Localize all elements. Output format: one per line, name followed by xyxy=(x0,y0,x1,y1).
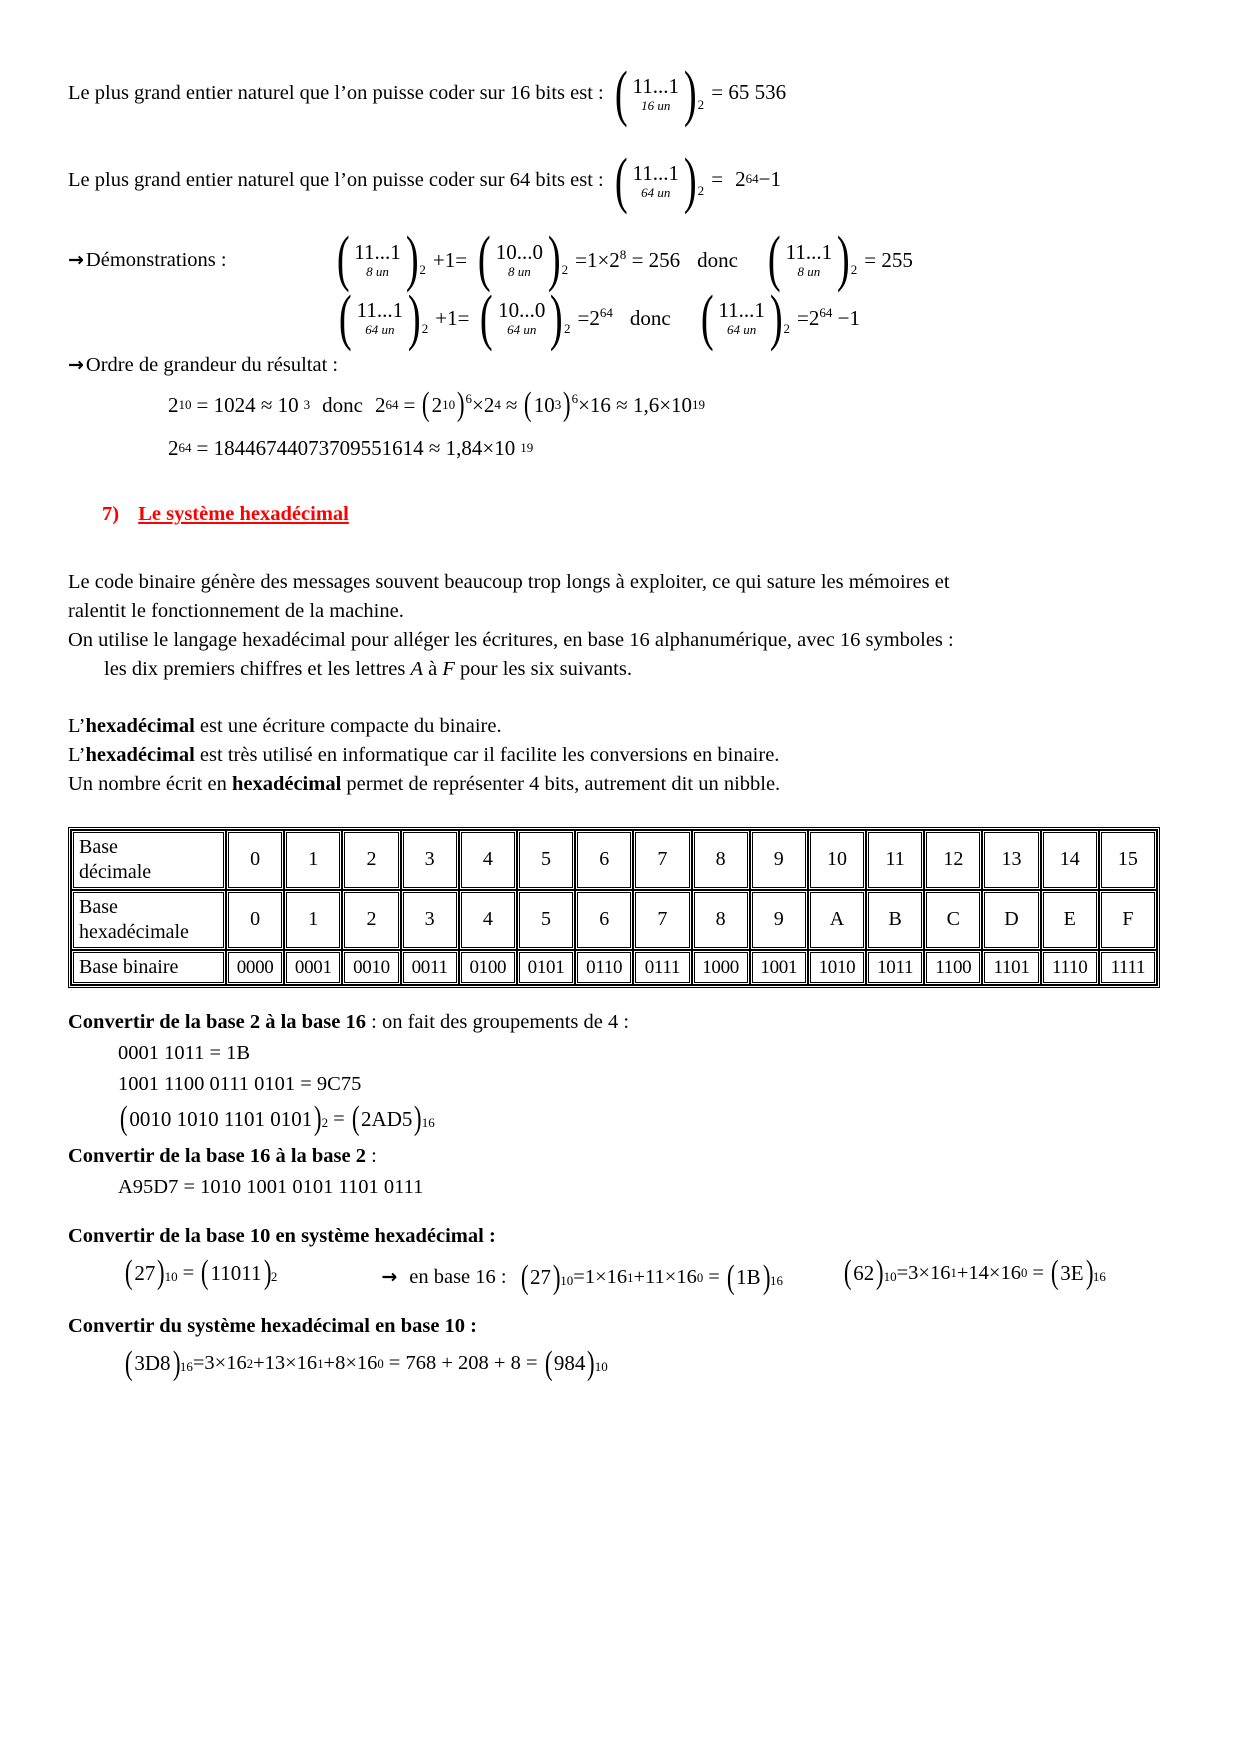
line-16-bits-text: Le plus grand entier naturel que l’on puisse coder sur 16 bits est : xyxy=(68,82,604,105)
hex-paren-group xyxy=(1049,1254,1106,1292)
base-subscript: 10 xyxy=(594,1359,608,1375)
binary-group-8b xyxy=(474,225,569,294)
paren-right: ) xyxy=(587,1344,595,1382)
table-cell: 12 xyxy=(924,830,982,890)
demo-row1-result: = 255 xyxy=(864,247,913,272)
binary-group-64c xyxy=(697,283,791,352)
expansion-sum: = 768 + 208 + 8 = xyxy=(388,1352,538,1375)
table-cell: 1001 xyxy=(750,950,808,985)
order-mult-2: ×16 ≈ 1,6×10 xyxy=(578,392,693,417)
def2-post: est très utilisé en informatique car il facilite les conversions en binaire. xyxy=(194,743,780,766)
base-conversion-table-wrapper xyxy=(68,827,1160,988)
equals-sign: = xyxy=(182,1261,195,1284)
demo-row2-tail: −1 xyxy=(837,306,860,331)
expansion-part-3: +8×16 xyxy=(323,1352,378,1375)
letter-A: A xyxy=(410,657,423,680)
def3-post: permet de représenter 4 bits, autrement dit un nibble. xyxy=(341,772,781,795)
hex-value: 3D8 xyxy=(134,1351,171,1376)
binary-group-64b xyxy=(476,283,571,352)
letter-F: F xyxy=(442,657,455,680)
paren-stack xyxy=(356,296,404,341)
table-cell: 1 xyxy=(284,830,342,890)
base-subscript: 10 xyxy=(560,1273,574,1289)
paren-left: ( xyxy=(524,386,532,424)
decimal-value: 27 xyxy=(134,1260,156,1285)
base-subscript: 10 xyxy=(164,1268,178,1284)
base-subscript: 2 xyxy=(850,261,858,277)
table-cell: 1011 xyxy=(866,950,924,985)
paren-left: ( xyxy=(336,225,350,294)
hex-paren-group xyxy=(350,1100,435,1138)
expansion-part-2: +14×16 xyxy=(956,1261,1021,1284)
binary-paren-group xyxy=(199,1254,278,1292)
conversion-2-title xyxy=(68,1141,1178,1172)
paren-stack xyxy=(632,72,680,117)
table-row-decimal xyxy=(71,830,1157,890)
table-cell: 3 xyxy=(401,890,459,950)
paren-left: ( xyxy=(767,225,781,294)
order-of-magnitude-block xyxy=(68,351,1178,379)
base-subscript: 2 xyxy=(697,96,705,112)
binary-digits: 11...1 xyxy=(785,239,833,264)
hex-paren-group xyxy=(123,1344,193,1382)
donc-word: donc xyxy=(629,306,671,331)
def3-bold: hexadécimal xyxy=(231,772,342,795)
equals-sign: = xyxy=(711,166,724,191)
line-64-bits xyxy=(68,146,1178,215)
table-cell: 5 xyxy=(517,890,575,950)
table-cell: 0110 xyxy=(575,950,633,985)
table-cell: B xyxy=(866,890,924,950)
paren-left: ( xyxy=(520,1258,529,1296)
conversion-1-heading: Convertir de la base 2 à la base 16 xyxy=(68,1010,367,1033)
expansion-part-1: =1×16 xyxy=(573,1266,628,1289)
order-b-base: 2 xyxy=(374,392,386,417)
expansion-part-1: =3×16 xyxy=(192,1352,247,1375)
table-cell: 4 xyxy=(459,890,517,950)
def2-pre: L’ xyxy=(68,743,86,766)
table-cell: E xyxy=(1041,890,1099,950)
binary-count-label: 64 un xyxy=(641,184,671,200)
paren-stack xyxy=(495,237,544,282)
power-group-1: ( 2 10 ) 6 xyxy=(422,386,473,424)
paren-stack xyxy=(632,159,680,204)
order-a-base: 2 xyxy=(168,392,179,417)
order-b-equals: = xyxy=(403,392,416,417)
order2-value: = 18446744073709551614 ≈ 1,84×10 xyxy=(196,435,516,460)
def1-bold: hexadécimal xyxy=(85,714,195,737)
paren-left: ( xyxy=(480,283,494,352)
row-label-line1: Base binaire xyxy=(79,955,179,978)
order-mult-1: ×2 xyxy=(472,392,495,417)
decimal-paren-group xyxy=(519,1258,574,1296)
row-label-line1: Base xyxy=(79,835,118,858)
table-cell: 6 xyxy=(575,830,633,890)
def1-post: est une écriture compacte du binaire. xyxy=(194,714,502,737)
paren-right: ) xyxy=(550,283,564,352)
decimal-value: 62 xyxy=(853,1260,875,1285)
base-subscript: 2 xyxy=(561,261,569,277)
table-cell: 0 xyxy=(226,830,284,890)
inner-base: 2 xyxy=(431,392,443,417)
table-cell: 7 xyxy=(633,830,691,890)
table-cell: 8 xyxy=(692,830,750,890)
paragraph-binary-code xyxy=(68,568,1178,626)
conversion-4-title: Convertir du système hexadécimal en base 10 : xyxy=(68,1315,478,1338)
base-subscript: 2 xyxy=(564,320,571,336)
decimal-paren-group xyxy=(842,1254,897,1292)
arrow-right-icon: → xyxy=(68,248,84,271)
conversion-3-title: Convertir de la base 10 en système hexadécimal : xyxy=(68,1224,496,1247)
plus-one-equals: +1= xyxy=(435,306,470,331)
paragraph-hex-usage xyxy=(68,626,1178,684)
paren-left: ( xyxy=(351,1100,360,1138)
power-base: 2 xyxy=(735,166,746,191)
hex-def-line-2 xyxy=(68,741,1178,770)
paren-right: ) xyxy=(457,386,465,424)
table-cell: 0001 xyxy=(284,950,342,985)
line-64-bits-text: Le plus grand entier naturel que l’on puisse coder sur 64 bits est : xyxy=(68,168,604,191)
outer-exponent: 6 xyxy=(465,390,473,406)
demo-mid-tail: = 256 xyxy=(631,247,681,272)
demo2-mid-exponent: 64 xyxy=(599,305,613,321)
table-cell: 0111 xyxy=(633,950,691,985)
binary-count-label: 64 un xyxy=(365,322,395,338)
approx-sign: ≈ xyxy=(505,392,518,417)
table-cell: 15 xyxy=(1099,830,1157,890)
paren-left: ( xyxy=(422,386,430,424)
paren-right: ) xyxy=(408,283,421,352)
section-number: 7) xyxy=(102,502,120,525)
expansion-part-2: +13×16 xyxy=(253,1352,318,1375)
base-subscript: 16 xyxy=(179,1359,193,1375)
decimal-paren-group xyxy=(543,1344,608,1382)
base-subscript: 16 xyxy=(421,1114,435,1130)
binary-count-label: 64 un xyxy=(727,322,757,338)
binary-count-label: 16 un xyxy=(641,98,671,114)
paren-right: ) xyxy=(769,283,783,352)
table-cell: 1010 xyxy=(808,950,866,985)
donc-word: donc xyxy=(697,247,738,272)
table-cell: 0010 xyxy=(342,950,400,985)
decimal-value: 984 xyxy=(553,1351,586,1376)
conversion-1-example-2: 1001 1100 0111 0101 = 9C75 xyxy=(118,1072,362,1095)
base-subscript: 2 xyxy=(419,261,426,277)
paren-left: ( xyxy=(124,1344,133,1382)
table-cell: D xyxy=(982,890,1040,950)
conversion-1-example-3 xyxy=(118,1100,435,1138)
paren-left: ( xyxy=(726,1258,735,1296)
binary-group-8a xyxy=(333,225,426,294)
table-cell: 11 xyxy=(866,830,924,890)
paren-stack xyxy=(353,237,401,282)
paragraph-line: On utilise le langage hexadécimal pour alléger les écritures, en base 16 alphanumérique, avec 16 symboles : xyxy=(68,628,954,651)
row-label-line2: hexadécimale xyxy=(79,920,189,943)
order-a-equals: = 1024 ≈ 10 xyxy=(196,392,299,417)
paren-right: ) xyxy=(172,1344,181,1382)
decimal-value: 27 xyxy=(529,1265,551,1290)
binary-digits: 10...0 xyxy=(498,298,546,323)
conversion-4-line-1: ( 3D8 ) 16 =3×16 2 +13×16 1 +8×16 0 = 768 + 208 + 8 = ( 984 ) 10 xyxy=(124,1344,608,1382)
def2-bold: hexadécimal xyxy=(85,743,195,766)
binary-count-label: 8 un xyxy=(507,263,531,279)
symbols-post: pour les six suivants. xyxy=(454,657,632,680)
conversion-1-subtitle: : on fait des groupements de 4 : xyxy=(366,1010,630,1033)
binary-count-label: 8 un xyxy=(366,263,389,279)
hex-value: 2AD5 xyxy=(361,1106,413,1131)
binary-digits: 11...1 xyxy=(354,239,401,264)
paren-right: ) xyxy=(837,225,850,294)
equals-sign: = xyxy=(333,1107,345,1130)
paren-left: ( xyxy=(119,1100,128,1138)
row-label-line2: décimale xyxy=(79,860,152,883)
binary-group-16 xyxy=(611,60,705,128)
row-label-binary xyxy=(71,950,226,985)
paren-right: ) xyxy=(563,386,571,424)
row-label-decimal xyxy=(71,830,226,890)
inner-base: 10 xyxy=(533,392,555,417)
binary-group-64 xyxy=(611,146,705,215)
paren-left: ( xyxy=(614,146,628,215)
symbols-mid: à xyxy=(422,657,443,680)
demo-row-1 xyxy=(331,225,918,294)
base-subscript: 2 xyxy=(697,183,705,199)
demonstrations-label: Démonstrations : xyxy=(85,248,227,271)
def3-pre: Un nombre écrit en xyxy=(68,772,232,795)
table-cell: A xyxy=(808,890,866,950)
conversion-1-title xyxy=(68,1007,1178,1038)
paragraph-line: Le code binaire génère des messages souvent beaucoup trop longs à exploiter, ce qui sature les mémoires et xyxy=(68,570,950,593)
binary-value: 11011 xyxy=(210,1260,262,1285)
table-cell: 10 xyxy=(808,830,866,890)
line-64-result: = 2 64 −1 xyxy=(711,166,781,191)
table-cell: 9 xyxy=(750,830,808,890)
equals-sign: = xyxy=(708,1266,720,1289)
order-line-1: 2 10 = 1024 ≈ 10 3 donc 2 64 = ( 2 10 ) 6 ×2 4 ≈ ( 10 3 ) 6 ×16 ≈ 1,6×10 19 xyxy=(168,386,706,424)
def1-pre: L’ xyxy=(68,714,86,737)
binary-group-8c xyxy=(764,225,858,294)
table-cell: 1101 xyxy=(982,950,1040,985)
paren-left: ( xyxy=(843,1254,852,1292)
paren-left: ( xyxy=(477,225,491,294)
conversion-3-line-3: ( 62 ) 10 =3×16 1 +14×16 0 = ( 3E ) 16 xyxy=(843,1254,1106,1292)
order-label: Ordre de grandeur du résultat : xyxy=(85,353,339,376)
demonstrations-block xyxy=(68,225,1178,294)
paren-right: ) xyxy=(314,1100,322,1138)
table-cell: 5 xyxy=(517,830,575,890)
line-16-bits xyxy=(68,60,1178,128)
section-7-heading xyxy=(102,503,1178,526)
demo-row2-eq: =2 xyxy=(797,306,820,331)
power-group-2: ( 10 3 ) 6 xyxy=(524,386,579,424)
paren-right: ) xyxy=(762,1258,771,1296)
table-cell: 2 xyxy=(342,830,400,890)
hex-value: 1B xyxy=(736,1265,761,1290)
demonstrations-row2-wrap xyxy=(68,283,1178,352)
binary-digits: 11...1 xyxy=(632,74,679,99)
table-cell: 0 xyxy=(226,890,284,950)
arrow-right-icon: → xyxy=(68,353,84,376)
paren-stack xyxy=(785,237,833,282)
conversion-3-line-2: → en base 16 : ( 27 ) 10 =1×16 1 +11×16 0 = ( 1B ) 16 xyxy=(381,1258,783,1296)
demo2-mid xyxy=(578,304,613,332)
binary-digits: 11...1 xyxy=(718,298,765,323)
demo2-mid-text: =2 xyxy=(577,306,600,331)
paren-right: ) xyxy=(683,60,697,128)
paren-left: ( xyxy=(614,60,628,128)
hex-value: 3E xyxy=(1060,1260,1084,1285)
demo-row-2 xyxy=(333,283,865,352)
paren-right: ) xyxy=(414,1100,422,1138)
base-subscript: 2 xyxy=(783,320,791,336)
outer-exponent: 6 xyxy=(571,390,579,406)
page-content xyxy=(68,60,1178,1382)
table-cell: 0101 xyxy=(517,950,575,985)
paren-right: ) xyxy=(552,1258,561,1296)
table-cell: F xyxy=(1099,890,1157,950)
symbols-pre: les dix premiers chiffres et les lettres xyxy=(104,657,411,680)
row-label-line1: Base xyxy=(79,895,118,918)
hex-paren-group xyxy=(725,1258,783,1296)
paren-left: ( xyxy=(124,1254,133,1292)
paren-left: ( xyxy=(1050,1254,1059,1292)
binary-group-64a xyxy=(335,283,429,352)
arrow-right-icon: → xyxy=(381,1266,398,1289)
table-cell: 1000 xyxy=(692,950,750,985)
conversion-2-example-1: A95D7 = 1010 1001 0101 1101 0111 xyxy=(118,1175,424,1198)
table-row-binary xyxy=(71,950,1157,985)
paren-right: ) xyxy=(405,225,419,294)
power-tail: −1 xyxy=(758,166,781,191)
paren-right: ) xyxy=(683,146,697,215)
base-subscript: 2 xyxy=(270,1268,278,1284)
demo-row2-exponent: 64 xyxy=(819,305,833,321)
demo-mid-text: =1×2 xyxy=(575,247,620,272)
table-cell: 14 xyxy=(1041,830,1099,890)
paren-right: ) xyxy=(1085,1254,1094,1292)
table-cell: 2 xyxy=(342,890,400,950)
expansion-part-1: =3×16 xyxy=(896,1261,951,1284)
table-cell: C xyxy=(924,890,982,950)
expansion-part-2: +11×16 xyxy=(633,1266,697,1289)
base-subscript: 10 xyxy=(883,1268,897,1284)
hex-def-line-3 xyxy=(68,770,1178,799)
hex-def-line-1 xyxy=(68,712,1178,741)
table-cell: 1110 xyxy=(1041,950,1099,985)
paren-left: ( xyxy=(201,1254,209,1292)
binary-digits: 10...0 xyxy=(495,239,543,264)
table-cell: 8 xyxy=(692,890,750,950)
paren-left: ( xyxy=(338,283,352,352)
paren-left: ( xyxy=(544,1344,553,1382)
table-cell: 1111 xyxy=(1099,950,1157,985)
table-cell: 6 xyxy=(575,890,633,950)
table-cell: 0100 xyxy=(459,950,517,985)
paren-right: ) xyxy=(547,225,561,294)
demo-mid-exponent: 8 xyxy=(619,246,627,262)
paren-right: ) xyxy=(157,1254,165,1292)
table-cell: 0011 xyxy=(401,950,459,985)
conversion-2-heading: Convertir de la base 16 à la base 2 xyxy=(68,1144,367,1167)
table-row-hexadecimal xyxy=(71,890,1157,950)
conversion-3-line-1 xyxy=(123,1254,278,1292)
base-subscript: 16 xyxy=(769,1273,783,1289)
base-subscript: 16 xyxy=(1092,1268,1106,1284)
base16-label: en base 16 : xyxy=(409,1266,507,1289)
paragraph-line-symbols xyxy=(104,655,1178,684)
conversion-2-subtitle: : xyxy=(366,1144,377,1167)
paren-left: ( xyxy=(700,283,714,352)
binary-count-label: 64 un xyxy=(507,322,537,338)
binary-digits: 11...1 xyxy=(356,298,404,323)
paren-stack xyxy=(717,296,765,341)
base-subscript: 2 xyxy=(321,1114,329,1130)
row-label-hexadecimal xyxy=(71,890,226,950)
demo-row2-result xyxy=(797,304,860,332)
line-16-result: = 65 536 xyxy=(711,80,787,105)
binary-value: 0010 1010 1101 0101 xyxy=(129,1106,313,1131)
conversion-1-example-1: 0001 1011 = 1B xyxy=(118,1041,251,1064)
binary-paren-group xyxy=(118,1100,329,1138)
table-cell: 13 xyxy=(982,830,1040,890)
decimal-paren-group xyxy=(123,1254,178,1292)
donc-word: donc xyxy=(322,392,363,417)
demo-mid xyxy=(575,246,680,274)
paren-stack xyxy=(497,296,546,341)
order-line-2: 2 64 = 18446744073709551614 ≈ 1,84×10 19 xyxy=(168,435,534,460)
base-subscript: 2 xyxy=(421,320,429,336)
equals-sign: = xyxy=(1032,1261,1044,1284)
table-cell: 4 xyxy=(459,830,517,890)
table-cell: 3 xyxy=(401,830,459,890)
paragraph-hex-definitions xyxy=(68,712,1178,799)
plus-one-equals: +1= xyxy=(432,247,468,272)
table-cell: 9 xyxy=(750,890,808,950)
table-cell: 1 xyxy=(284,890,342,950)
binary-count-label: 8 un xyxy=(797,263,821,279)
table-cell: 1100 xyxy=(924,950,982,985)
paren-right: ) xyxy=(876,1254,884,1292)
order2-base: 2 xyxy=(168,435,179,460)
paren-right: ) xyxy=(263,1254,272,1292)
paragraph-line: ralentit le fonctionnement de la machine. xyxy=(68,599,404,622)
table-cell: 0000 xyxy=(226,950,284,985)
binary-digits: 11...1 xyxy=(632,160,679,185)
base-conversion-table xyxy=(71,830,1157,985)
table-cell: 7 xyxy=(633,890,691,950)
section-title: Le système hexadécimal xyxy=(138,502,349,525)
